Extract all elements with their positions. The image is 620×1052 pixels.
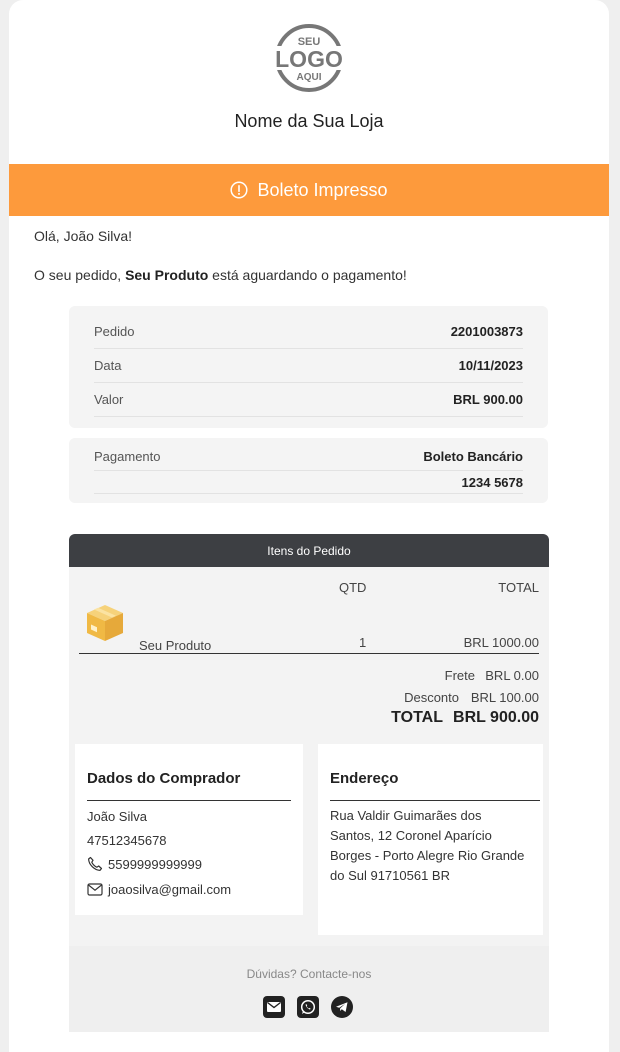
buyer-title: Dados do Comprador bbox=[87, 770, 241, 787]
box-icon bbox=[83, 601, 127, 645]
buyer-document: 47512345678 bbox=[87, 833, 167, 848]
items-section bbox=[69, 567, 549, 1032]
payment-row bbox=[94, 442, 523, 471]
discount-value: BRL 100.00 bbox=[470, 690, 539, 705]
order-summary bbox=[69, 306, 548, 428]
message-prefix: O seu pedido, bbox=[34, 267, 126, 283]
payment-code-row bbox=[94, 471, 523, 494]
address-divider bbox=[330, 800, 540, 801]
buyer-panel bbox=[75, 744, 303, 915]
payment-method: Boleto Bancário bbox=[423, 448, 523, 464]
payment-label: Pagamento bbox=[94, 448, 161, 464]
shipping-label: Frete bbox=[444, 668, 475, 683]
item-total: BRL 1000.00 bbox=[463, 635, 539, 650]
store-logo bbox=[9, 22, 609, 99]
contact-footer bbox=[69, 946, 549, 1032]
row-label: Data bbox=[94, 358, 122, 373]
item-qty: 1 bbox=[359, 635, 367, 650]
telegram-icon[interactable] bbox=[331, 996, 353, 1018]
email-icon[interactable] bbox=[263, 996, 285, 1018]
phone-icon bbox=[87, 856, 103, 872]
shipping-value: BRL 0.00 bbox=[485, 668, 539, 683]
email-card bbox=[9, 0, 609, 1052]
item-name: Seu Produto bbox=[139, 638, 212, 653]
greeting-text: Olá, João Silva! bbox=[34, 228, 133, 244]
total-label: TOTAL bbox=[391, 709, 443, 726]
contact-text: Dúvidas? Contacte-nos bbox=[246, 967, 372, 981]
address-panel bbox=[318, 744, 543, 935]
payment-code: 1234 5678 bbox=[461, 474, 523, 490]
order-row-pedido bbox=[94, 315, 523, 349]
buyer-email[interactable]: joaosilva@gmail.com bbox=[108, 882, 232, 897]
store-name: Nome da Sua Loja bbox=[234, 111, 384, 131]
row-label: Pedido bbox=[94, 324, 135, 339]
items-header: Itens do Pedido bbox=[69, 534, 549, 567]
address-title: Endereço bbox=[330, 770, 399, 787]
discount-label: Desconto bbox=[404, 690, 459, 705]
row-value: 10/11/2023 bbox=[458, 358, 523, 373]
logo-text-main: LOGO bbox=[275, 46, 343, 72]
buyer-name: João Silva bbox=[87, 809, 147, 824]
row-value: BRL 900.00 bbox=[453, 392, 523, 407]
order-row-data bbox=[94, 349, 523, 383]
logo-text-top: SEU bbox=[297, 36, 321, 48]
alert-circle-icon bbox=[230, 181, 248, 199]
buyer-phone: 5599999999999 bbox=[108, 857, 202, 872]
address-line: do Sul 91710561 BR bbox=[330, 868, 450, 883]
logo-text-bottom: AQUI bbox=[296, 72, 322, 83]
order-message bbox=[34, 267, 407, 283]
order-row-valor bbox=[94, 383, 523, 417]
row-value: 2201003873 bbox=[450, 324, 523, 339]
total-value: BRL 900.00 bbox=[453, 709, 539, 726]
total-column-header: TOTAL bbox=[498, 580, 539, 595]
payment-summary bbox=[69, 438, 548, 503]
whatsapp-icon[interactable] bbox=[297, 996, 319, 1018]
email-icon bbox=[87, 883, 103, 896]
row-label: Valor bbox=[94, 392, 124, 407]
status-banner-label: Boleto Impresso bbox=[257, 179, 388, 200]
address-line: Borges - Porto Alegre Rio Grande bbox=[330, 848, 525, 863]
qty-column-header: QTD bbox=[339, 580, 367, 595]
address-line: Rua Valdir Guimarães dos bbox=[330, 808, 482, 823]
address-line: Santos, 12 Coronel Aparício bbox=[330, 828, 492, 843]
buyer-divider bbox=[87, 800, 291, 801]
message-product: Seu Produto bbox=[125, 267, 209, 283]
message-suffix: está aguardando o pagamento! bbox=[208, 267, 407, 283]
item-divider bbox=[79, 653, 539, 654]
status-banner bbox=[9, 164, 609, 216]
